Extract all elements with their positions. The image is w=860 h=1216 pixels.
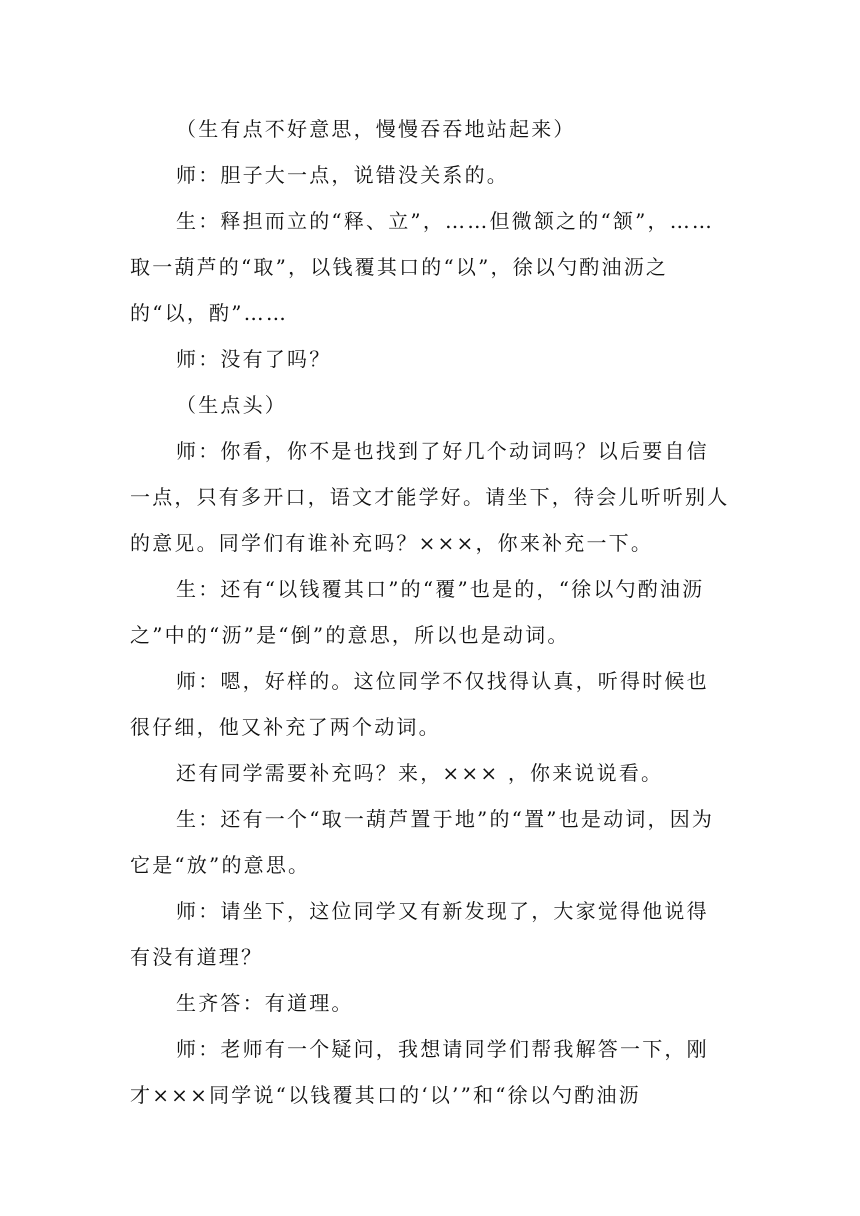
paragraph-teacher-discuss: 师：请坐下，这位同学又有新发现了，大家觉得他说得有没有道理？: [130, 899, 709, 969]
paragraph-student-supplement: 生：还有“以钱覆其口”的“覆”也是的，“徐以勺酌油沥之”中的“沥”是“倒”的意思，所以也是动词。: [130, 577, 705, 647]
paragraph-student-answer-verbs: 生：释担而立的“释、立”，……但微颔之的“颔”，……取一葫芦的“取”，以钱覆其口的“以”，徐以勺酌油沥之的“以，酌”……: [130, 209, 715, 325]
paragraph-teacher-encourage: 师：胆子大一点，说错没关系的。: [176, 163, 509, 187]
paragraph-teacher-praise: 师：你看，你不是也找到了好几个动词吗？以后要自信一点，只有多开口，语文才能学好。请坐下，待会儿听听别人的意见。同学们有谁补充吗？×××，你来补充一下。: [130, 439, 730, 555]
paragraph-teacher-ask-more: 师：没有了吗？: [176, 347, 332, 371]
paragraph-class-answer: 生齐答：有道理。: [176, 991, 354, 1015]
paragraph-teacher-question: 师：老师有一个疑问，我想请同学们帮我解答一下，刚才×××同学说“以钱覆其口的‘以’”和“徐以勺酌油沥: [130, 1037, 709, 1107]
paragraph-student-nods: （生点头）: [176, 393, 287, 417]
paragraph-teacher-invite: 还有同学需要补充吗？来，××× ，你来说说看。: [176, 761, 664, 785]
paragraph-teacher-comment: 师：嗯，好样的。这位同学不仅找得认真，听得时候也很仔细，他又补充了两个动词。: [130, 669, 709, 739]
paragraph-student-zhi: 生：还有一个“取一葫芦置于地”的“置”也是动词，因为它是“放”的意思。: [130, 807, 715, 877]
paragraph-student-stands: （生有点不好意思，慢慢吞吞地站起来）: [176, 117, 576, 141]
document-body: [130, 106, 730, 1118]
